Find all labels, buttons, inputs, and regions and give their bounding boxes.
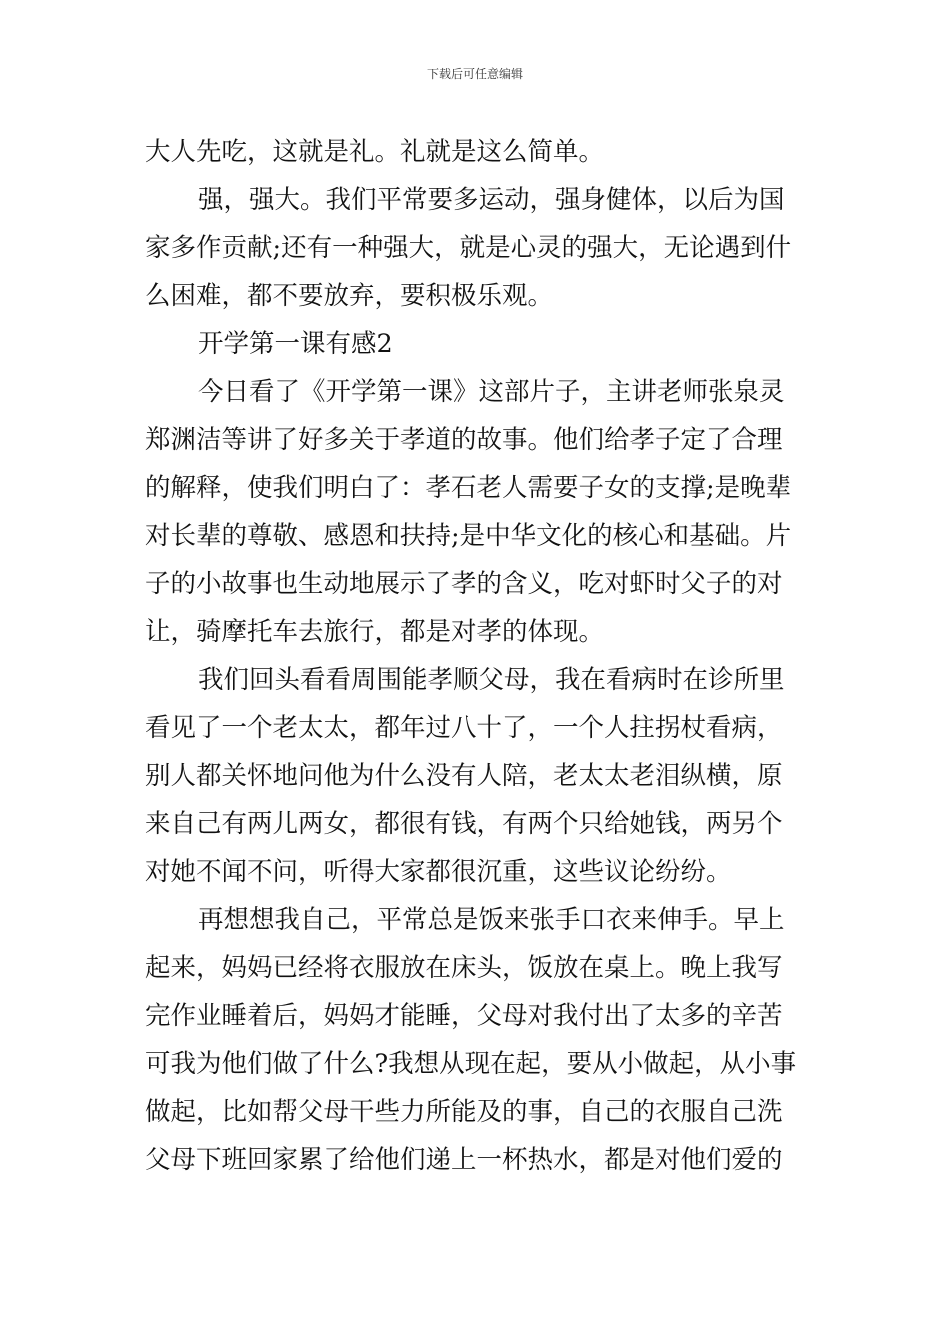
- page-header: 下载后可任意编辑: [426, 67, 523, 81]
- text-line: 的解释，使我们明白了：孝石老人需要子女的支撑;是晚辈: [145, 473, 792, 503]
- text-line: 来自己有两儿两女，都很有钱，有两个只给她钱，两另个: [145, 809, 783, 839]
- text-line: 开学第一课有感2: [198, 329, 393, 359]
- text-line: 大人先吃，这就是礼。礼就是这么简单。: [145, 137, 605, 167]
- text-line: 家多作贡献;还有一种强大，就是心灵的强大，无论遇到什: [145, 233, 792, 263]
- text-line: 对她不闻不问，听得大家都很沉重，这些议论纷纷。: [145, 857, 732, 887]
- text-line: 完作业睡着后，妈妈才能睡，父母对我付出了太多的辛苦: [145, 1001, 783, 1031]
- text-line: 郑渊洁等讲了好多关于孝道的故事。他们给孝子定了合理: [145, 425, 783, 455]
- text-line: 做起，比如帮父母干些力所能及的事，自己的衣服自己洗: [145, 1097, 783, 1127]
- text-line: 父母下班回家累了给他们递上一杯热水，都是对他们爱的: [145, 1145, 783, 1175]
- text-line: 让，骑摩托车去旅行，都是对孝的体现。: [145, 617, 605, 647]
- text-line: 对长辈的尊敬、感恩和扶持;是中华文化的核心和基础。片: [145, 521, 792, 551]
- text-line: 看见了一个老太太，都年过八十了，一个人拄拐杖看病，: [145, 713, 783, 743]
- text-line: 再想想我自己，平常总是饭来张手口衣来伸手。早上: [198, 905, 785, 935]
- text-line: 么困难，都不要放弃，要积极乐观。: [145, 281, 554, 311]
- text-line: 别人都关怀地问他为什么没有人陪，老太太老泪纵横，原: [145, 761, 783, 791]
- text-line: 可我为他们做了什么?我想从现在起，要从小做起，从小事: [145, 1049, 797, 1079]
- text-line: 今日看了《开学第一课》这部片子，主讲老师张泉灵: [198, 377, 785, 407]
- document-body: [145, 128, 815, 1184]
- text-line: 起来，妈妈已经将衣服放在床头，饭放在桌上。晚上我写: [145, 953, 783, 983]
- text-line: 子的小故事也生动地展示了孝的含义，吃对虾时父子的对: [145, 569, 783, 599]
- text-line: 强，强大。我们平常要多运动，强身健体，以后为国: [198, 185, 785, 215]
- text-line: 我们回头看看周围能孝顺父母，我在看病时在诊所里: [198, 665, 785, 695]
